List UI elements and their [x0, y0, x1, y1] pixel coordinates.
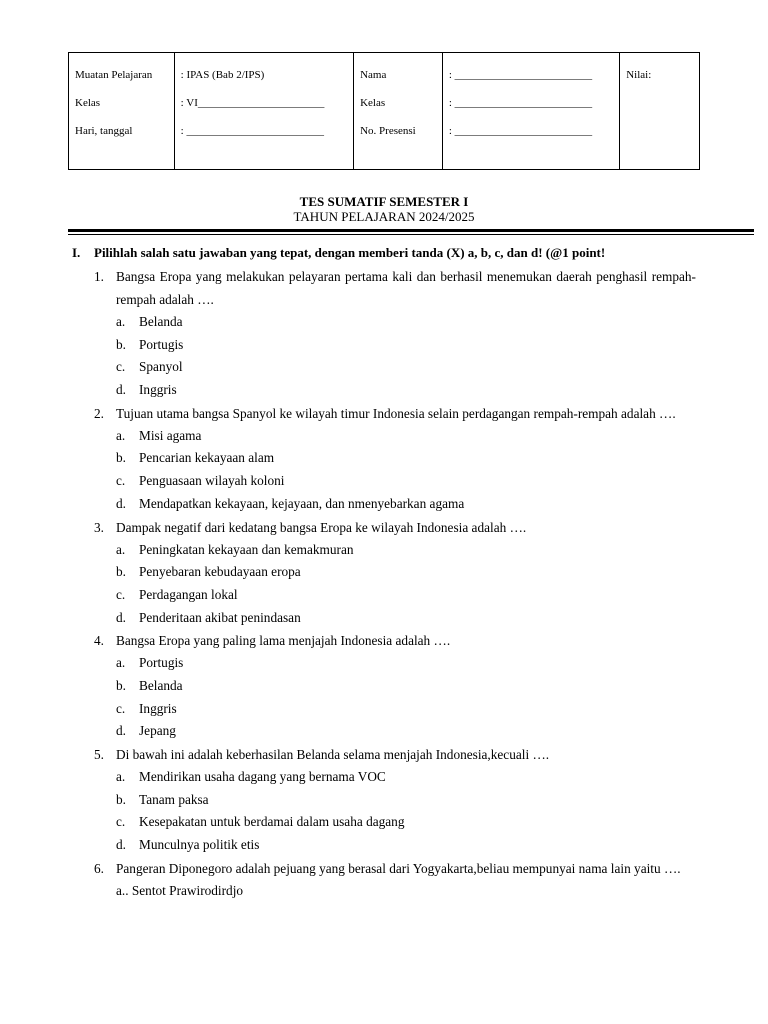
option-text: Pencarian kekayaan alam	[139, 450, 275, 466]
info-values-left	[175, 53, 354, 169]
question-item	[94, 743, 696, 857]
answer-option[interactable]	[116, 766, 696, 789]
option-letter: d.	[116, 609, 126, 625]
option-letter: d.	[116, 382, 126, 398]
answer-options	[116, 311, 696, 402]
label-student-class: Kelas	[360, 97, 386, 109]
answer-options	[116, 425, 696, 516]
instruction-text: Pilihlah salah satu jawaban yang tepat, dengan memberi tanda (X) a, b, c, dan d! (@1 point!	[94, 245, 606, 260]
answer-option[interactable]	[116, 311, 696, 334]
option-letter: a.	[116, 427, 126, 443]
question-number: 6.	[94, 860, 104, 876]
question-item	[94, 516, 696, 630]
option-text: Kesepakatan untuk berdamai dalam usaha dagang	[139, 814, 405, 830]
exam-title: TES SUMATIF SEMESTER I	[299, 194, 469, 209]
option-letter: c.	[116, 473, 126, 489]
answer-option[interactable]	[116, 425, 696, 448]
option-letter: d.	[116, 495, 126, 511]
info-values-right	[443, 53, 620, 169]
option-letter: c.	[116, 700, 126, 716]
option-text: Perdagangan lokal	[139, 586, 238, 602]
option-text: Penderitaan akibat penindasan	[139, 609, 301, 625]
question-number: 5.	[94, 747, 104, 762]
option-text: Belanda	[139, 677, 183, 693]
answer-option[interactable]	[116, 379, 696, 402]
option-letter: c.	[116, 359, 126, 375]
answer-options	[116, 652, 696, 743]
question-item	[94, 402, 696, 516]
question-text: Bangsa Eropa yang paling lama menjajah Indonesia adalah ….	[116, 633, 451, 649]
label-date: Hari, tanggal	[75, 125, 133, 137]
answer-options	[116, 766, 696, 857]
option-text: Belanda	[139, 314, 183, 329]
option-letter: b.	[116, 450, 126, 466]
answer-option[interactable]	[116, 539, 696, 562]
value-subject: : IPAS (Bab 2/IPS)	[180, 69, 265, 81]
value-student-class[interactable]: : _________________________	[448, 97, 593, 109]
option-text: Portugis	[139, 336, 184, 352]
option-letter: a.	[116, 655, 126, 671]
answer-option[interactable]	[116, 880, 696, 903]
answer-option[interactable]	[116, 493, 696, 516]
option-letter: a..	[116, 882, 132, 898]
answer-option[interactable]	[116, 834, 696, 857]
section-number: I.	[72, 245, 81, 260]
title-divider-thin	[68, 234, 754, 235]
option-text: Mendirikan usaha dagang yang bernama VOC	[139, 769, 386, 784]
answer-option[interactable]	[116, 607, 696, 630]
option-text: Inggris	[139, 700, 177, 716]
option-text: Inggris	[139, 382, 177, 398]
option-letter: b.	[116, 564, 126, 580]
question-number: 3.	[94, 519, 104, 535]
option-text: Peningkatan kekayaan dan kemakmuran	[139, 541, 354, 557]
option-letter: a.	[116, 769, 126, 784]
answer-option[interactable]	[116, 698, 696, 721]
option-text: Jepang	[139, 723, 176, 739]
option-letter: b.	[116, 677, 126, 693]
answer-option[interactable]	[116, 447, 696, 470]
answer-option[interactable]	[116, 652, 696, 675]
question-number: 2.	[94, 405, 104, 421]
label-name: Nama	[360, 69, 387, 81]
section-instruction	[72, 244, 702, 262]
answer-options	[116, 880, 696, 903]
question-text: Tujuan utama bangsa Spanyol ke wilayah timur Indonesia selain perdagangan rempah-rempah adalah ….	[116, 405, 676, 421]
academic-year: TAHUN PELAJARAN 2024/2025	[293, 209, 475, 224]
label-attendance-number: No. Presensi	[360, 125, 416, 137]
option-letter: b.	[116, 791, 126, 807]
option-text: Sentot Prawirodirdjo	[131, 882, 244, 898]
label-subject: Muatan Pelajaran	[75, 69, 153, 81]
student-info-table	[68, 52, 700, 170]
info-labels-right	[354, 53, 443, 169]
question-text: Pangeran Diponegoro adalah pejuang yang berasal dari Yogyakarta,beliau mempunyai nama lain yaitu ….	[116, 860, 681, 876]
option-text: Portugis	[139, 655, 184, 671]
option-letter: b.	[116, 336, 126, 352]
option-text: Mendapatkan kekayaan, kejayaan, dan nmenyebarkan agama	[139, 495, 465, 511]
question-item	[94, 629, 696, 743]
info-labels-left	[69, 53, 175, 169]
answer-option[interactable]	[116, 561, 696, 584]
option-text: Penguasaan wilayah koloni	[139, 473, 285, 489]
answer-option[interactable]	[116, 675, 696, 698]
question-text: Dampak negatif dari kedatang bangsa Eropa ke wilayah Indonesia adalah ….	[116, 519, 527, 535]
value-name[interactable]: : _________________________	[448, 69, 593, 81]
question-text: Bangsa Eropa yang melakukan pelayaran pertama kali dan berhasil menemukan daerah penghasil rempah-rempah adalah ….	[116, 269, 696, 307]
label-class: Kelas	[75, 97, 101, 109]
option-letter: a.	[116, 314, 126, 329]
option-text: Munculnya politik etis	[139, 837, 260, 853]
answer-option[interactable]	[116, 811, 696, 834]
answer-option[interactable]	[116, 356, 696, 379]
score-cell[interactable]	[620, 53, 699, 169]
answer-option[interactable]	[116, 470, 696, 493]
title-divider-thick	[68, 229, 754, 232]
option-letter: c.	[116, 814, 126, 830]
question-item	[94, 857, 696, 903]
question-text: Di bawah ini adalah keberhasilan Belanda selama menjajah Indonesia,kecuali ….	[116, 747, 550, 762]
answer-options	[116, 539, 696, 630]
question-item	[94, 265, 696, 402]
answer-option[interactable]	[116, 584, 696, 607]
answer-option[interactable]	[116, 720, 696, 743]
question-number: 4.	[94, 633, 104, 649]
answer-option[interactable]	[116, 334, 696, 357]
answer-option[interactable]	[116, 789, 696, 812]
question-number: 1.	[94, 269, 104, 284]
option-text: Penyebaran kebudayaan eropa	[139, 564, 301, 580]
option-letter: c.	[116, 586, 126, 602]
option-text: Tanam paksa	[139, 791, 209, 807]
option-text: Misi agama	[139, 427, 202, 443]
question-list	[94, 265, 696, 902]
label-score: Nilai:	[626, 69, 652, 81]
option-letter: d.	[116, 837, 126, 853]
value-date[interactable]: : _________________________	[180, 125, 324, 137]
option-letter: d.	[116, 723, 126, 739]
option-text: Spanyol	[139, 359, 183, 375]
value-class[interactable]: : VI_______________________	[180, 97, 325, 109]
value-attendance-number[interactable]: : _________________________	[448, 125, 593, 137]
option-letter: a.	[116, 541, 126, 557]
